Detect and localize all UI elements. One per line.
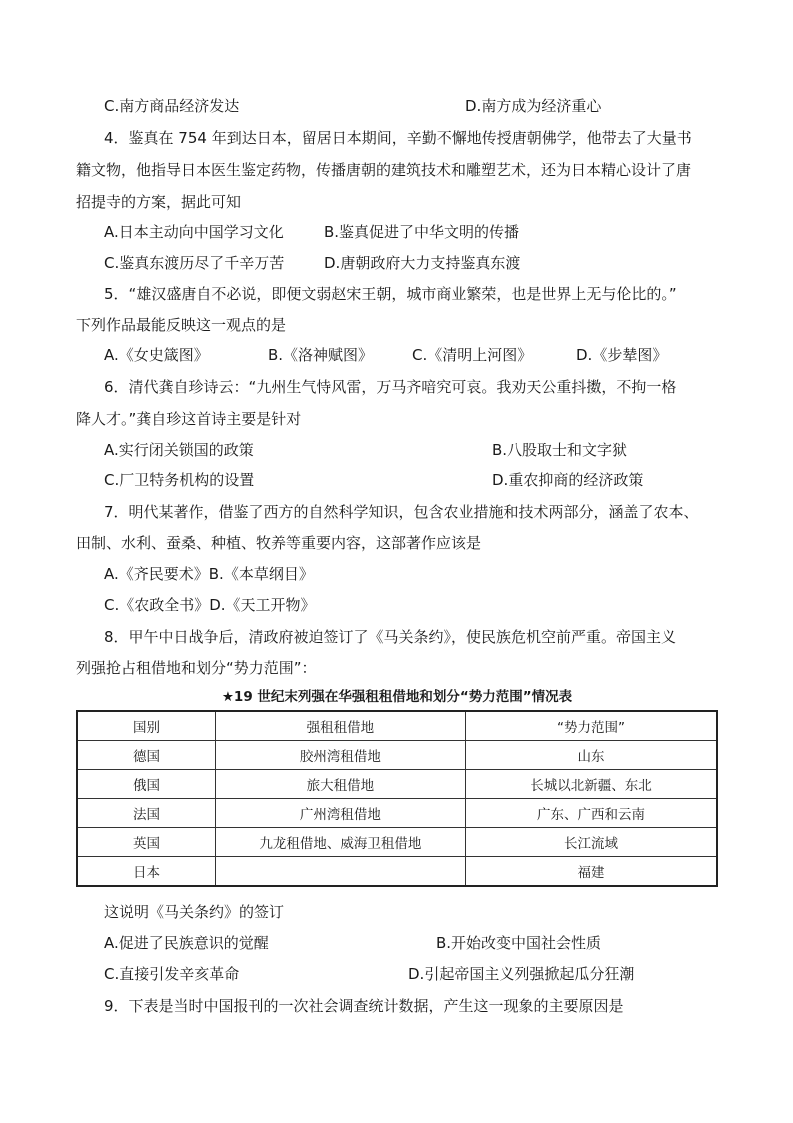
cell-sphere: 山东 [465,741,717,770]
cell-leased: 九龙租借地、威海卫租借地 [215,828,465,857]
table-row [77,770,717,799]
q8-option-c: C.直接引发辛亥革命 [104,965,240,983]
cell-country: 英国 [77,828,215,857]
cell-sphere: 福建 [465,857,717,887]
q7-stem-line-2: 田制、水利、蚕桑、种植、牧养等重要内容，这部著作应该是 [76,534,482,552]
q6-option-a: A.实行闭关锁国的政策 [104,441,254,459]
q8-option-d: D.引起帝国主义列强掀起瓜分狂潮 [408,965,635,983]
q9-stem-line-1: 9．下表是当时中国报刊的一次社会调查统计数据，产生这一现象的主要原因是 [104,997,624,1015]
q8-option-b: B.开始改变中国社会性质 [436,934,602,952]
table-row [77,799,717,828]
q8-stem-line-1: 8．甲午中日战争后，清政府被迫签订了《马关条约》，使民族危机空前严重。帝国主义 [104,628,677,646]
cell-sphere: 广东、广西和云南 [465,799,717,828]
q7-stem-line-1: 7．明代某著作，借鉴了西方的自然科学知识，包含农业措施和技术两部分，涵盖了农本、 [104,503,699,521]
cell-country: 法国 [77,799,215,828]
q8-followup: 这说明《马关条约》的签订 [104,903,285,921]
cell-leased: 胶州湾租借地 [215,741,465,770]
q4-option-b: B.鉴真促进了中华文明的传播 [324,223,520,241]
q4-option-d: D.唐朝政府大力支持鉴真东渡 [324,254,521,272]
cell-sphere: 长城以北新疆、东北 [465,770,717,799]
cell-country: 德国 [77,741,215,770]
q5-option-c: C.《清明上河图》 [412,346,533,364]
q6-option-b: B.八股取士和文字狱 [492,441,628,459]
table-row [77,857,717,887]
table-title: ★19 世纪末列强在华强租租借地和划分“势力范围”情况表 [221,689,573,705]
cell-sphere: 长江流域 [465,828,717,857]
q6-stem-line-1: 6．清代龚自珍诗云：“九州生气恃风雷，万马齐喑究可哀。我劝天公重抖擞，不拘一格 [104,378,677,396]
cell-country: 日本 [77,857,215,887]
q4-stem-line-3: 招提寺的方案，据此可知 [76,193,242,211]
q7-options-ab: A.《齐民要术》B.《本草纲目》 [104,565,314,583]
q7-options-cd: C.《农政全书》D.《天工开物》 [104,596,316,614]
cell-leased: 旅大租借地 [215,770,465,799]
q6-stem-line-2: 降人才。”龚自珍这首诗主要是针对 [76,410,302,428]
header-leased-territory: 强租租借地 [215,711,465,741]
table-header-row [77,711,717,741]
q6-option-d: D.重农抑商的经济政策 [492,471,644,489]
q8-option-a: A.促进了民族意识的觉醒 [104,934,269,952]
q3-option-d: D.南方成为经济重心 [465,97,602,115]
q5-option-d: D.《步辇图》 [576,346,668,364]
q4-stem-line-2: 籍文物，他指导日本医生鉴定药物，传播唐朝的建筑技术和雕塑艺术，还为日本精心设计了唐 [76,161,692,179]
cell-leased: 广州湾租借地 [215,799,465,828]
cell-country: 俄国 [77,770,215,799]
q4-option-a: A.日本主动向中国学习文化 [104,223,284,241]
table-row [77,741,717,770]
q5-stem-line-1: 5．“雄汉盛唐自不必说，即便文弱赵宋王朝，城市商业繁荣，也是世界上无与伦比的。” [104,285,677,303]
table-row [77,828,717,857]
concession-table [76,710,718,887]
q6-option-c: C.厂卫特务机构的设置 [104,471,255,489]
q5-option-a: A.《女史箴图》 [104,346,209,364]
q5-option-b: B.《洛神赋图》 [268,346,374,364]
header-country: 国别 [77,711,215,741]
cell-leased [215,857,465,887]
q3-option-c: C.南方商品经济发达 [104,97,240,115]
q8-stem-line-2: 列强抢占租借地和划分“势力范围”： [76,659,317,677]
q4-stem-line-1: 4．鉴真在 754 年到达日本，留居日本期间，辛勤不懈地传授唐朝佛学，他带去了大量书 [104,129,692,147]
header-sphere: “势力范围” [465,711,717,741]
q4-option-c: C.鉴真东渡历尽了千辛万苦 [104,254,285,272]
q5-stem-line-2: 下列作品最能反映这一观点的是 [76,316,287,334]
